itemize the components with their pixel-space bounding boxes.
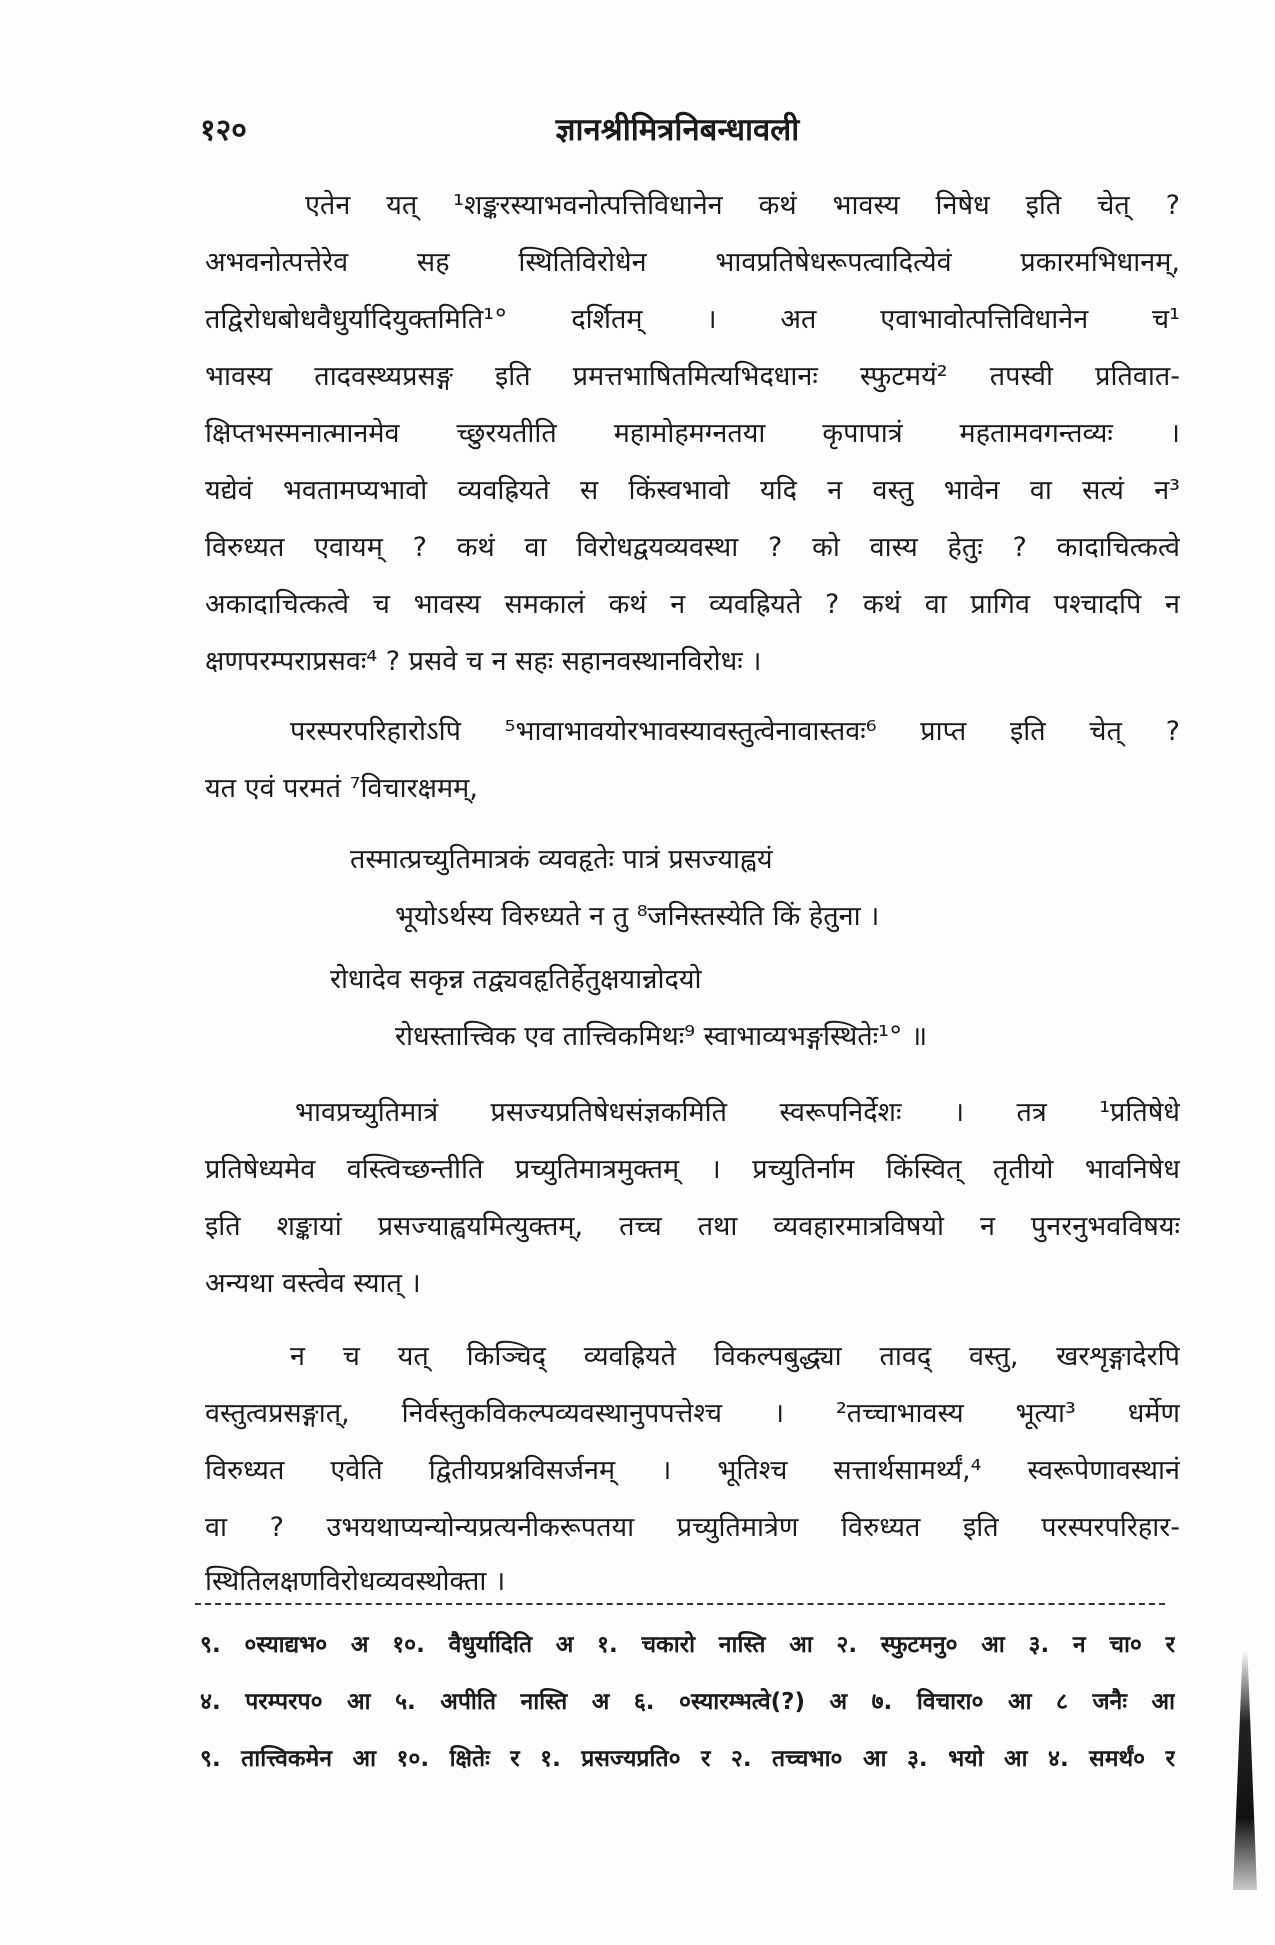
para3-line-1: भावप्रच्युतिमात्रं प्रसज्यप्रतिषेधसंज्ञकमिति स्वरूपनिर्देशः । तत्र ¹प्रतिषेधे xyxy=(295,1097,1180,1128)
para4-line-2: वस्तुत्वप्रसङ्गात्, निर्वस्तुकविकल्पव्यवस्थानुपपत्तेश्च । ²तच्चाभावस्य भूत्या³ धर्मेण xyxy=(205,1398,1180,1429)
verse-line-1: तस्मात्प्रच्युतिमात्रकं व्यवहृतेः पात्रं प्रसज्याह्वयं xyxy=(350,844,773,875)
para1-line-7: विरुध्यत एवायम् ? कथं वा विरोधद्वयव्यवस्था ? को वास्य हेतुः ? कादाचित्कत्वे xyxy=(205,532,1180,563)
verse-line-3: रोधादेव सकृन्न तद्व्यवहृतिर्हेतुक्षयान्नोदयो xyxy=(330,964,702,995)
para3-line-3: इति शङ्कायां प्रसज्याह्वयमित्युक्तम्, तच्च तथा व्यवहारमात्रविषयो न पुनरनुभवविषयः xyxy=(205,1211,1180,1242)
footnote-line-3: ९. तात्त्विकमेन आ १०. क्षितेः र १. प्रसज्यप्रति० र २. तच्चभा० आ ३. भयो आ ४. समर्थं० र xyxy=(200,1746,1175,1772)
footnote-divider xyxy=(195,1603,1165,1605)
para2-line-2: यत एवं परमतं ⁷विचारक्षमम्, xyxy=(205,773,478,804)
page-header xyxy=(200,108,1155,158)
para1-line-4: भावस्य तादवस्थ्यप्रसङ्ग इति प्रमत्तभाषितमित्यभिदधानः स्फुटमयं² तपस्वी प्रतिवात- xyxy=(205,361,1180,392)
para2-line-1: परस्परपरिहारोऽपि ⁵भावाभावयोरभावस्यावस्तुत्वेनावास्तवः⁶ प्राप्त इति चेत् ? xyxy=(290,716,1180,747)
running-title: ज्ञानश्रीमित्रनिबन्धावली xyxy=(555,112,800,148)
page-number: १२० xyxy=(200,113,247,148)
para4-line-5: स्थितिलक्षणविरोधव्यवस्थोक्ता । xyxy=(205,1566,506,1597)
verse-line-2: भूयोऽर्थस्य विरुध्यते न तु ⁸जनिस्तस्येति किं हेतुना । xyxy=(395,901,880,932)
para1-line-5: क्षिप्तभस्मनात्मानमेव च्छुरयतीति महामोहमग्नतया कृपापात्रं महतामवगन्तव्यः । xyxy=(205,418,1180,449)
verse-line-4: रोधस्तात्त्विक एव तात्त्विकमिथः⁹ स्वाभाव्यभङ्गस्थितेः¹° ॥ xyxy=(395,1021,928,1052)
para1-line-1: एतेन यत् ¹शङ्करस्याभवनोत्पत्तिविधानेन कथं भावस्य निषेध इति चेत् ? xyxy=(305,190,1180,221)
para4-line-3: विरुध्यत एवेति द्वितीयप्रश्नविसर्जनम् । भूतिश्च सत्तार्थसामर्थ्यं,⁴ स्वरूपेणावस्थानं xyxy=(205,1455,1180,1486)
para1-line-3: तद्विरोधबोधवैधुर्यादियुक्तमिति¹° दर्शितम् । अत एवाभावोत्पत्तिविधानेन च¹ xyxy=(205,304,1180,335)
footnote-line-1: ९. ०स्याद्यभ० अ १०. वैधुर्यादिति अ १. चकारो नास्ति आ २. स्फुटमनु० आ ३. न चा० र xyxy=(200,1632,1175,1658)
footnote-line-2: ४. परम्परप० आ ५. अपीति नास्ति अ ६. ०स्यारम्भत्वे(?) अ ७. विचारा० आ ८ जनैः आ xyxy=(200,1689,1175,1715)
para4-line-4: वा ? उभयथाप्यन्योन्यप्रत्यनीकरूपतया प्रच्युतिमात्रेण विरुध्यत इति परस्परपरिहार- xyxy=(205,1512,1180,1543)
para3-line-2: प्रतिषेध्यमेव वस्त्विच्छन्तीति प्रच्युतिमात्रमुक्तम् । प्रच्युतिर्नाम किंस्वित् तृतीयो भावनिषेध xyxy=(205,1154,1180,1185)
para1-line-2: अभवनोत्पत्तेरेव सह स्थितिविरोधेन भावप्रतिषेधरूपत्वादित्येवं प्रकारमभिधानम्, xyxy=(205,247,1180,278)
para1-line-8: अकादाचित्कत्वे च भावस्य समकालं कथं न व्यवह्रियते ? कथं वा प्रागिव पश्चादपि न xyxy=(205,589,1180,620)
para4-line-1: न च यत् किञ्चिद् व्यवह्रियते विकल्पबुद्ध्या तावद् वस्तु, खरशृङ्गादेरपि xyxy=(290,1341,1180,1372)
para1-line-6: यद्येवं भवतामप्यभावो व्यवह्रियते स किंस्वभावो यदि न वस्तु भावेन वा सत्यं न³ xyxy=(205,475,1180,506)
scan-edge-shadow xyxy=(1233,1650,1257,1890)
para3-line-4: अन्यथा वस्त्वेव स्यात् । xyxy=(205,1268,421,1299)
para1-line-9: क्षणपरम्पराप्रसवः⁴ ? प्रसवे च न सहः सहानवस्थानविरोधः । xyxy=(205,646,762,677)
